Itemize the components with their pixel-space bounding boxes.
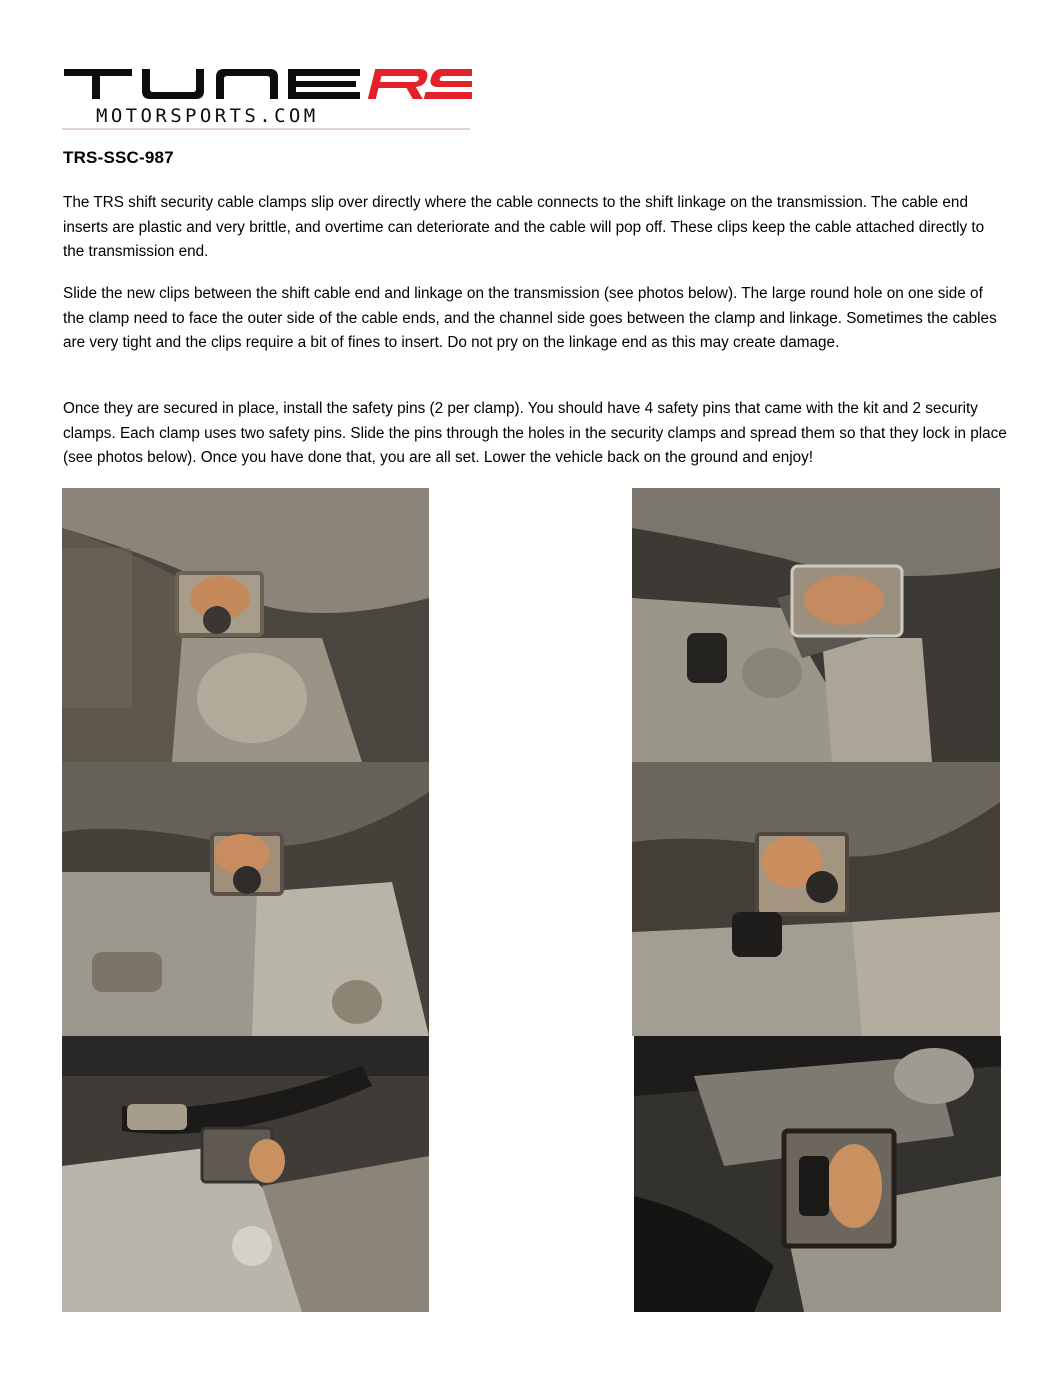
photo-clamp-middle-left — [62, 762, 429, 1036]
paragraph-intro: The TRS shift security cable clamps slip over directly where the cable connects to the shift linkage on the transmission. The cable end inserts are plastic and very brittle, and overtime can deteriorate and the cable will pop off. These clips keep the cable attached directly to the transmission end. — [63, 194, 985, 260]
photo-clamp-bottom-right — [634, 1036, 1001, 1312]
document-title: TRS-SSC-987 — [63, 148, 174, 167]
logo-subtitle: MOTORSPORTS.COM — [96, 105, 319, 127]
paragraph-safety-pins: Once they are secured in place, install the safety pins (2 per clamp). You should have 4 safety pins that came with the kit and 2 security clamps. Each clamp uses two safety pins. Slide the pins through the holes in the security clamps and spread them so that they lock in place (see photos below). Once you have done that, you are all set. Lower the vehicle back on the ground and enjoy! — [63, 400, 1007, 466]
photo-clamp-middle-right — [632, 762, 1000, 1036]
photo-clamp-bottom-left — [62, 1036, 429, 1312]
paragraph-install-clips: Slide the new clips between the shift cable end and linkage on the transmission (see photos below). The large round hole on one side of the clamp need to face the outer side of the cable ends, and the channel side goes between the clamp and linkage. Sometimes the cables are very tight and the clips require a bit of fines to insert. Do not pry on the linkage end as this may create damage. — [63, 285, 997, 351]
photo-clamp-top-left — [62, 488, 429, 762]
photo-clamp-top-right — [632, 488, 1000, 762]
tuners-motorsports-logo — [62, 66, 472, 132]
